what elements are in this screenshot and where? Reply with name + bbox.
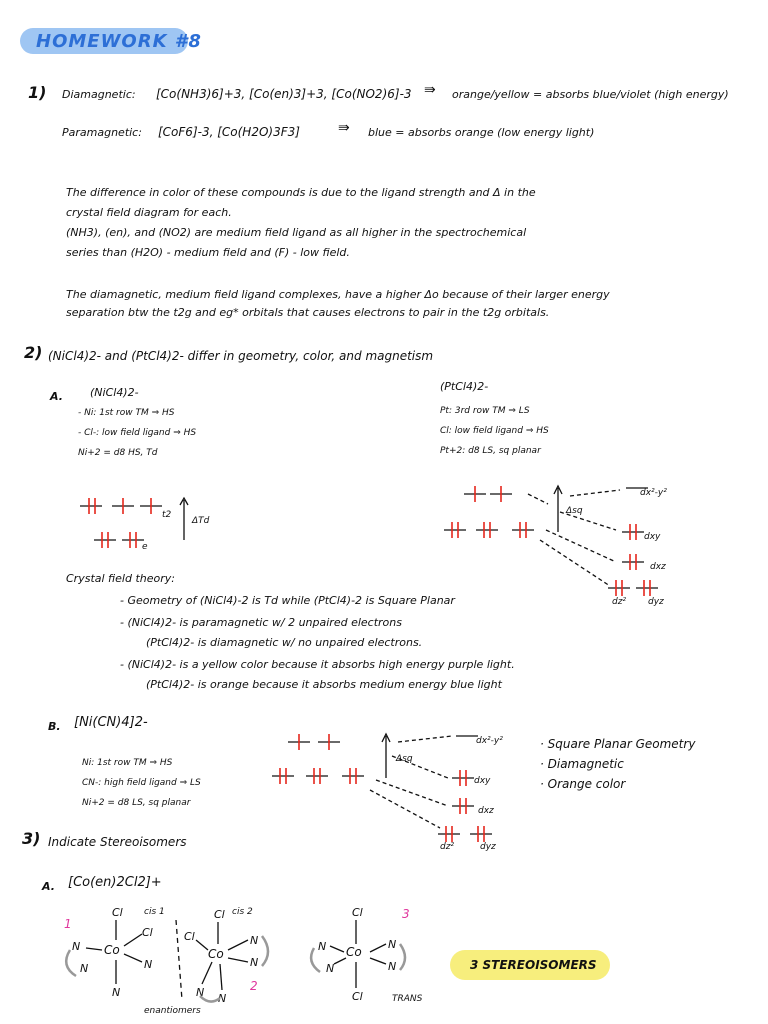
q1-dia-result: orange/yellow = absorbs blue/violet (high energy): [452, 88, 729, 101]
cis2-n-right-lower: N: [250, 956, 259, 969]
q1-dia-label: Diamagnetic:: [62, 88, 136, 101]
b-bullet2: · Diamagnetic: [540, 757, 624, 771]
pt-dash-4: [546, 530, 616, 562]
q1-dia-complexes: [Co(NH3)6]+3, [Co(en)3]+3, [Co(NO2)6]-3: [156, 87, 412, 101]
q3a-label: A.: [42, 880, 55, 893]
pt-sq-delta-label: Δsq: [566, 506, 583, 516]
cis2-label: cis 2: [232, 907, 253, 917]
pt-dash-1: [528, 494, 548, 504]
enantiomers-label: enantiomers: [144, 1006, 201, 1016]
trans-cl-bottom: Cl: [352, 990, 363, 1003]
b-title: [Ni(CN)4]2-: [74, 715, 148, 730]
stereoisomer-1-label: 1: [64, 917, 72, 931]
pt-title: (PtCl4)2-: [440, 380, 489, 393]
cis1-bond-left: [86, 948, 102, 950]
q2-heading: (NiCl4)2- and (PtCl4)2- differ in geometry, color, and magnetism: [48, 349, 434, 363]
q1-paragraph1-line2: crystal field diagram for each.: [66, 206, 232, 219]
q1-para-result: blue = absorbs orange (low energy light): [368, 126, 595, 139]
trans-n-right-lower: N: [388, 960, 397, 973]
cft-line2: - (NiCl4)2- is paramagnetic w/ 2 unpaired electrons: [120, 616, 402, 629]
q1-para-complexes: [CoF6]-3, [Co(H2O)3F3]: [158, 125, 300, 139]
cis2-bond-left: [196, 940, 208, 950]
cis2-co: Co: [208, 947, 224, 961]
b-dash-4: [370, 790, 440, 828]
b-bullet1: · Square Planar Geometry: [540, 737, 696, 751]
q3-number: 3): [22, 829, 41, 848]
trans-n-right-upper: N: [388, 938, 397, 951]
ni-line2: - Cl-: low field ligand ⇒ HS: [78, 428, 197, 438]
q3-complex: [Co(en)2Cl2]+: [68, 875, 162, 890]
b-yz-label: dyz: [480, 842, 496, 852]
pt-dash-3: [560, 512, 616, 530]
trans-bond-right-down: [370, 958, 386, 964]
page-title: HOMEWORK #8: [36, 31, 202, 52]
cis1-bond-right-down: [124, 954, 142, 962]
q1-paragraph2-line2: separation btw the t2g and eg* orbitals that causes electrons to pair in the t2g orbitals.: [66, 306, 550, 319]
q2b-label: B.: [48, 720, 61, 733]
cis1-n-lower: N: [80, 962, 89, 975]
trans-n-left-lower: N: [326, 962, 335, 975]
b-line1: Ni: 1st row TM ⇒ HS: [82, 758, 173, 768]
cis1-co: Co: [104, 943, 120, 957]
b-z2-label: dz²: [440, 842, 455, 852]
q1-paragraph1-line4: series than (H2O) - medium field and (F) - low field.: [66, 246, 350, 259]
cis2-bond-bottom-left: [202, 962, 212, 984]
trans-bond-left-down: [334, 958, 346, 964]
b-bullet3: · Orange color: [540, 777, 626, 791]
q1-number: 1): [28, 83, 47, 102]
trans-n-left-upper: N: [318, 940, 327, 953]
b-x2y2-label: dx²-y²: [476, 736, 503, 746]
b-sq-delta-label: Δsq: [396, 754, 413, 764]
pt-dash-5: [540, 540, 610, 586]
q2a-label: A.: [50, 390, 63, 403]
cis1-cl-top: Cl: [112, 906, 123, 919]
cis2-cl-top: Cl: [214, 908, 225, 921]
pt-xz-label: dxz: [650, 562, 666, 572]
pt-dash-2: [570, 490, 620, 496]
cis1-label: cis 1: [144, 907, 165, 917]
cis2-n-bottom-left: N: [196, 986, 205, 999]
pt-x2y2-label: dx²-y²: [640, 488, 667, 498]
ni-title: (NiCl4)2-: [90, 386, 139, 399]
cis2-en-arc-bottom: [200, 996, 220, 1002]
cis2-bond-right-down: [228, 958, 248, 962]
cis1-en-arc: [66, 950, 76, 976]
cis1-n-bottom: N: [112, 986, 121, 999]
ni-line1: - Ni: 1st row TM ⇒ HS: [78, 408, 175, 418]
cis1-cl-right: Cl: [142, 926, 153, 939]
cis2-bond-bottom: [220, 964, 222, 990]
implies-arrow-icon-2: ⇛: [338, 120, 350, 136]
cis1-n-right: N: [144, 958, 153, 971]
cis2-bond-right-up: [228, 940, 248, 950]
stereoisomer-2-label: 2: [250, 979, 258, 993]
pt-yz-label: dyz: [648, 597, 664, 607]
pt-xy-label: dxy: [644, 532, 661, 542]
b-line2: CN-: high field ligand ⇒ LS: [82, 778, 201, 788]
pt-line2: Cl: low field ligand ⇒ HS: [440, 426, 549, 436]
cis2-en-arc: [262, 936, 268, 966]
trans-bond-left-up: [330, 946, 344, 952]
stereoisomer-3-label: 3: [402, 907, 410, 921]
td-t2-label: t2: [162, 510, 172, 520]
trans-en-arc-right: [400, 944, 405, 970]
b-line3: Ni+2 = d8 LS, sq planar: [82, 798, 191, 808]
trans-co: Co: [346, 945, 362, 959]
cis2-n-bottom: N: [218, 992, 227, 1005]
trans-label: TRANS: [392, 994, 423, 1004]
cft-line1: - Geometry of (NiCl4)-2 is Td while (PtCl4)-2 is Square Planar: [120, 594, 455, 607]
q1-para-label: Paramagnetic:: [62, 126, 142, 139]
b-xy-label: dxy: [474, 776, 491, 786]
trans-cl-top: Cl: [352, 906, 363, 919]
cis1-n-left: N: [72, 940, 81, 953]
q3-heading: Indicate Stereoisomers: [48, 835, 187, 849]
b-dash-3: [376, 780, 448, 806]
q2-number: 2): [24, 343, 43, 362]
cft-line4: - (NiCl4)2- is a yellow color because it absorbs high energy purple light.: [120, 658, 515, 671]
b-dash-1: [398, 736, 452, 742]
pt-line3: Pt+2: d8 LS, sq planar: [440, 446, 541, 456]
trans-en-arc-left: [311, 948, 320, 972]
pt-z2-label: dz²: [612, 597, 627, 607]
cft-line3: (PtCl4)2- is diamagnetic w/ no unpaired electrons.: [146, 636, 423, 649]
b-xz-label: dxz: [478, 806, 494, 816]
cis1-bond-right-up: [124, 934, 142, 946]
q1-paragraph1-line1: The difference in color of these compounds is due to the ligand strength and Δ in the: [66, 186, 536, 199]
implies-arrow-icon: ⇛: [424, 82, 436, 98]
ni-line3: Ni+2 = d8 HS, Td: [78, 448, 158, 458]
cft-line5: (PtCl4)2- is orange because it absorbs medium energy blue light: [146, 678, 502, 691]
pt-line1: Pt: 3rd row TM ⇒ LS: [440, 406, 530, 416]
q1-paragraph1-line3: (NH3), (en), and (NO2) are medium field ligand as all higher in the spectrochemical: [66, 226, 527, 239]
trans-bond-right-up: [370, 944, 386, 952]
td-delta-label: ΔTd: [192, 516, 210, 526]
cft-heading: Crystal field theory:: [66, 572, 175, 585]
b-dash-2: [392, 756, 448, 778]
cis2-n-right-upper: N: [250, 934, 259, 947]
stereoisomer-summary: 3 STEREOISOMERS: [470, 958, 597, 972]
cis2-cl-left: Cl: [184, 930, 195, 943]
q1-paragraph2-line1: The diamagnetic, medium field ligand complexes, have a higher Δo because of their larger energy: [66, 288, 610, 301]
td-e-label: e: [142, 542, 148, 552]
mirror-plane: [176, 920, 182, 1000]
